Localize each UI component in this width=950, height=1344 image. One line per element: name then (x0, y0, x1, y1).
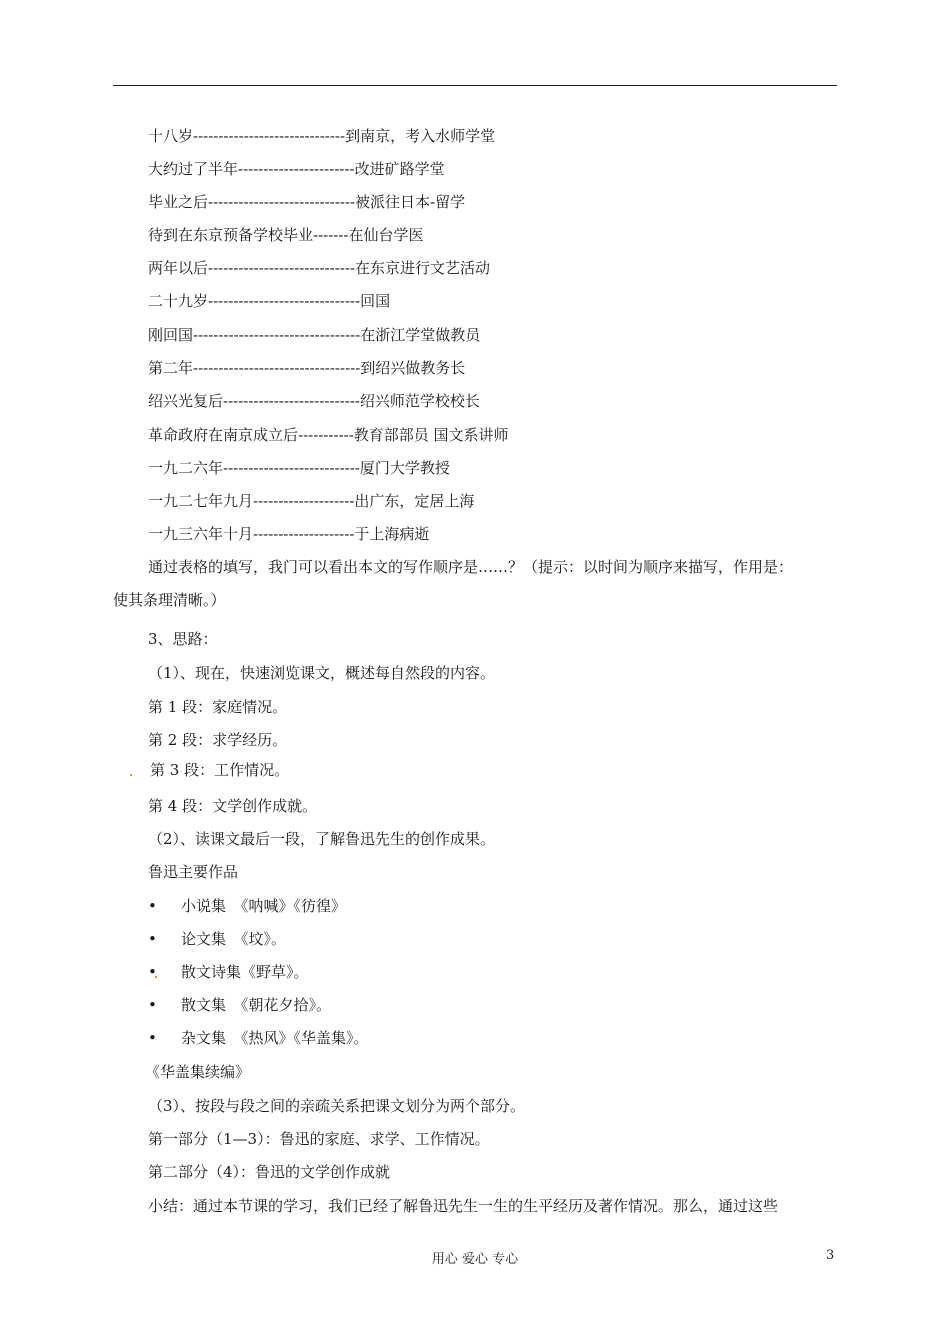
timeline-row: 待到在东京预备学校毕业-------在仙台学医 (148, 226, 424, 244)
works-list-item: • 小说集 《呐喊》《彷徨》 (148, 897, 347, 915)
timeline-row: 第二年---------------------------------到绍兴做教务长 (148, 359, 466, 377)
paragraph-summary: 第 3 段：工作情况。 (150, 761, 290, 779)
footer-motto: 用心 爱心 专心 (431, 1252, 519, 1267)
step-2: （2）、读课文最后一段，了解鲁迅先生的创作成果。 (148, 830, 496, 848)
timeline-row: 刚回国---------------------------------在浙江学堂做教员 (148, 326, 481, 344)
works-list-item: • 杂文集 《热风》《华盖集》。 (148, 1029, 369, 1047)
bullet-icon: • (148, 930, 157, 948)
works-list-item: • 散文集 《朝花夕拾》。 (148, 996, 332, 1014)
works-list-item: • 散文诗集《野草》。 (148, 963, 309, 981)
timeline-row: 二十九岁------------------------------回国 (148, 292, 391, 310)
step-3: （3）、按段与段之间的亲疏关系把课文划分为两个部分。 (148, 1097, 526, 1115)
paragraph-summary: 第 1 段：家庭情况。 (148, 698, 288, 716)
stray-mark (130, 774, 132, 776)
page-number: 3 (826, 1248, 835, 1263)
bullet-icon: • (148, 996, 157, 1014)
works-title: 鲁迅主要作品 (148, 863, 239, 881)
summary-question-line1: 通过表格的填写，我门可以看出本文的写作顺序是……？（提示：以时间为顺序来描写，作用是： (148, 558, 794, 576)
timeline-row: 一九二六年---------------------------厦门大学教授 (148, 459, 450, 477)
works-extra: 《华盖集续编》 (145, 1063, 251, 1081)
header-rule (113, 85, 837, 86)
bullet-icon: • (148, 963, 157, 981)
paragraph-summary: 第 4 段：文学创作成就。 (148, 797, 318, 815)
timeline-row: 绍兴光复后---------------------------绍兴师范学校校长 (148, 392, 480, 410)
timeline-row: 大约过了半年-----------------------改进矿路学堂 (148, 160, 445, 178)
part-2: 第二部分（4）：鲁迅的文学创作成就 (148, 1163, 391, 1181)
timeline-row: 毕业之后-----------------------------被派往日本-留学 (148, 193, 466, 211)
timeline-row: 两年以后-----------------------------在东京进行文艺活动 (148, 259, 491, 277)
bullet-icon: • (148, 1029, 157, 1047)
timeline-row: 一九二七年九月--------------------出广东，定居上海 (148, 492, 475, 510)
timeline-row: 一九三六年十月--------------------于上海病逝 (148, 525, 430, 543)
timeline-row: 革命政府在南京成立后-----------教育部部员 国文系讲师 (148, 426, 509, 444)
bullet-icon: • (148, 897, 157, 915)
timeline-row: 十八岁------------------------------到南京，考入水师学堂 (148, 127, 496, 145)
summary-question-line2: 使其条理清晰。） (113, 591, 226, 609)
paragraph-summary: 第 2 段：求学经历。 (148, 731, 288, 749)
step-1: （1）、现在，快速浏览课文，概述每自然段的内容。 (148, 664, 496, 682)
conclusion: 小结：通过本节课的学习，我们已经了解鲁迅先生一生的生平经历及著作情况。那么，通过这些 (148, 1197, 779, 1215)
section-heading: 3、思路： (148, 630, 218, 648)
works-list-item: • 论文集 《坟》。 (148, 930, 287, 948)
part-1: 第一部分（1—3）：鲁迅的家庭、求学、工作情况。 (148, 1130, 490, 1148)
